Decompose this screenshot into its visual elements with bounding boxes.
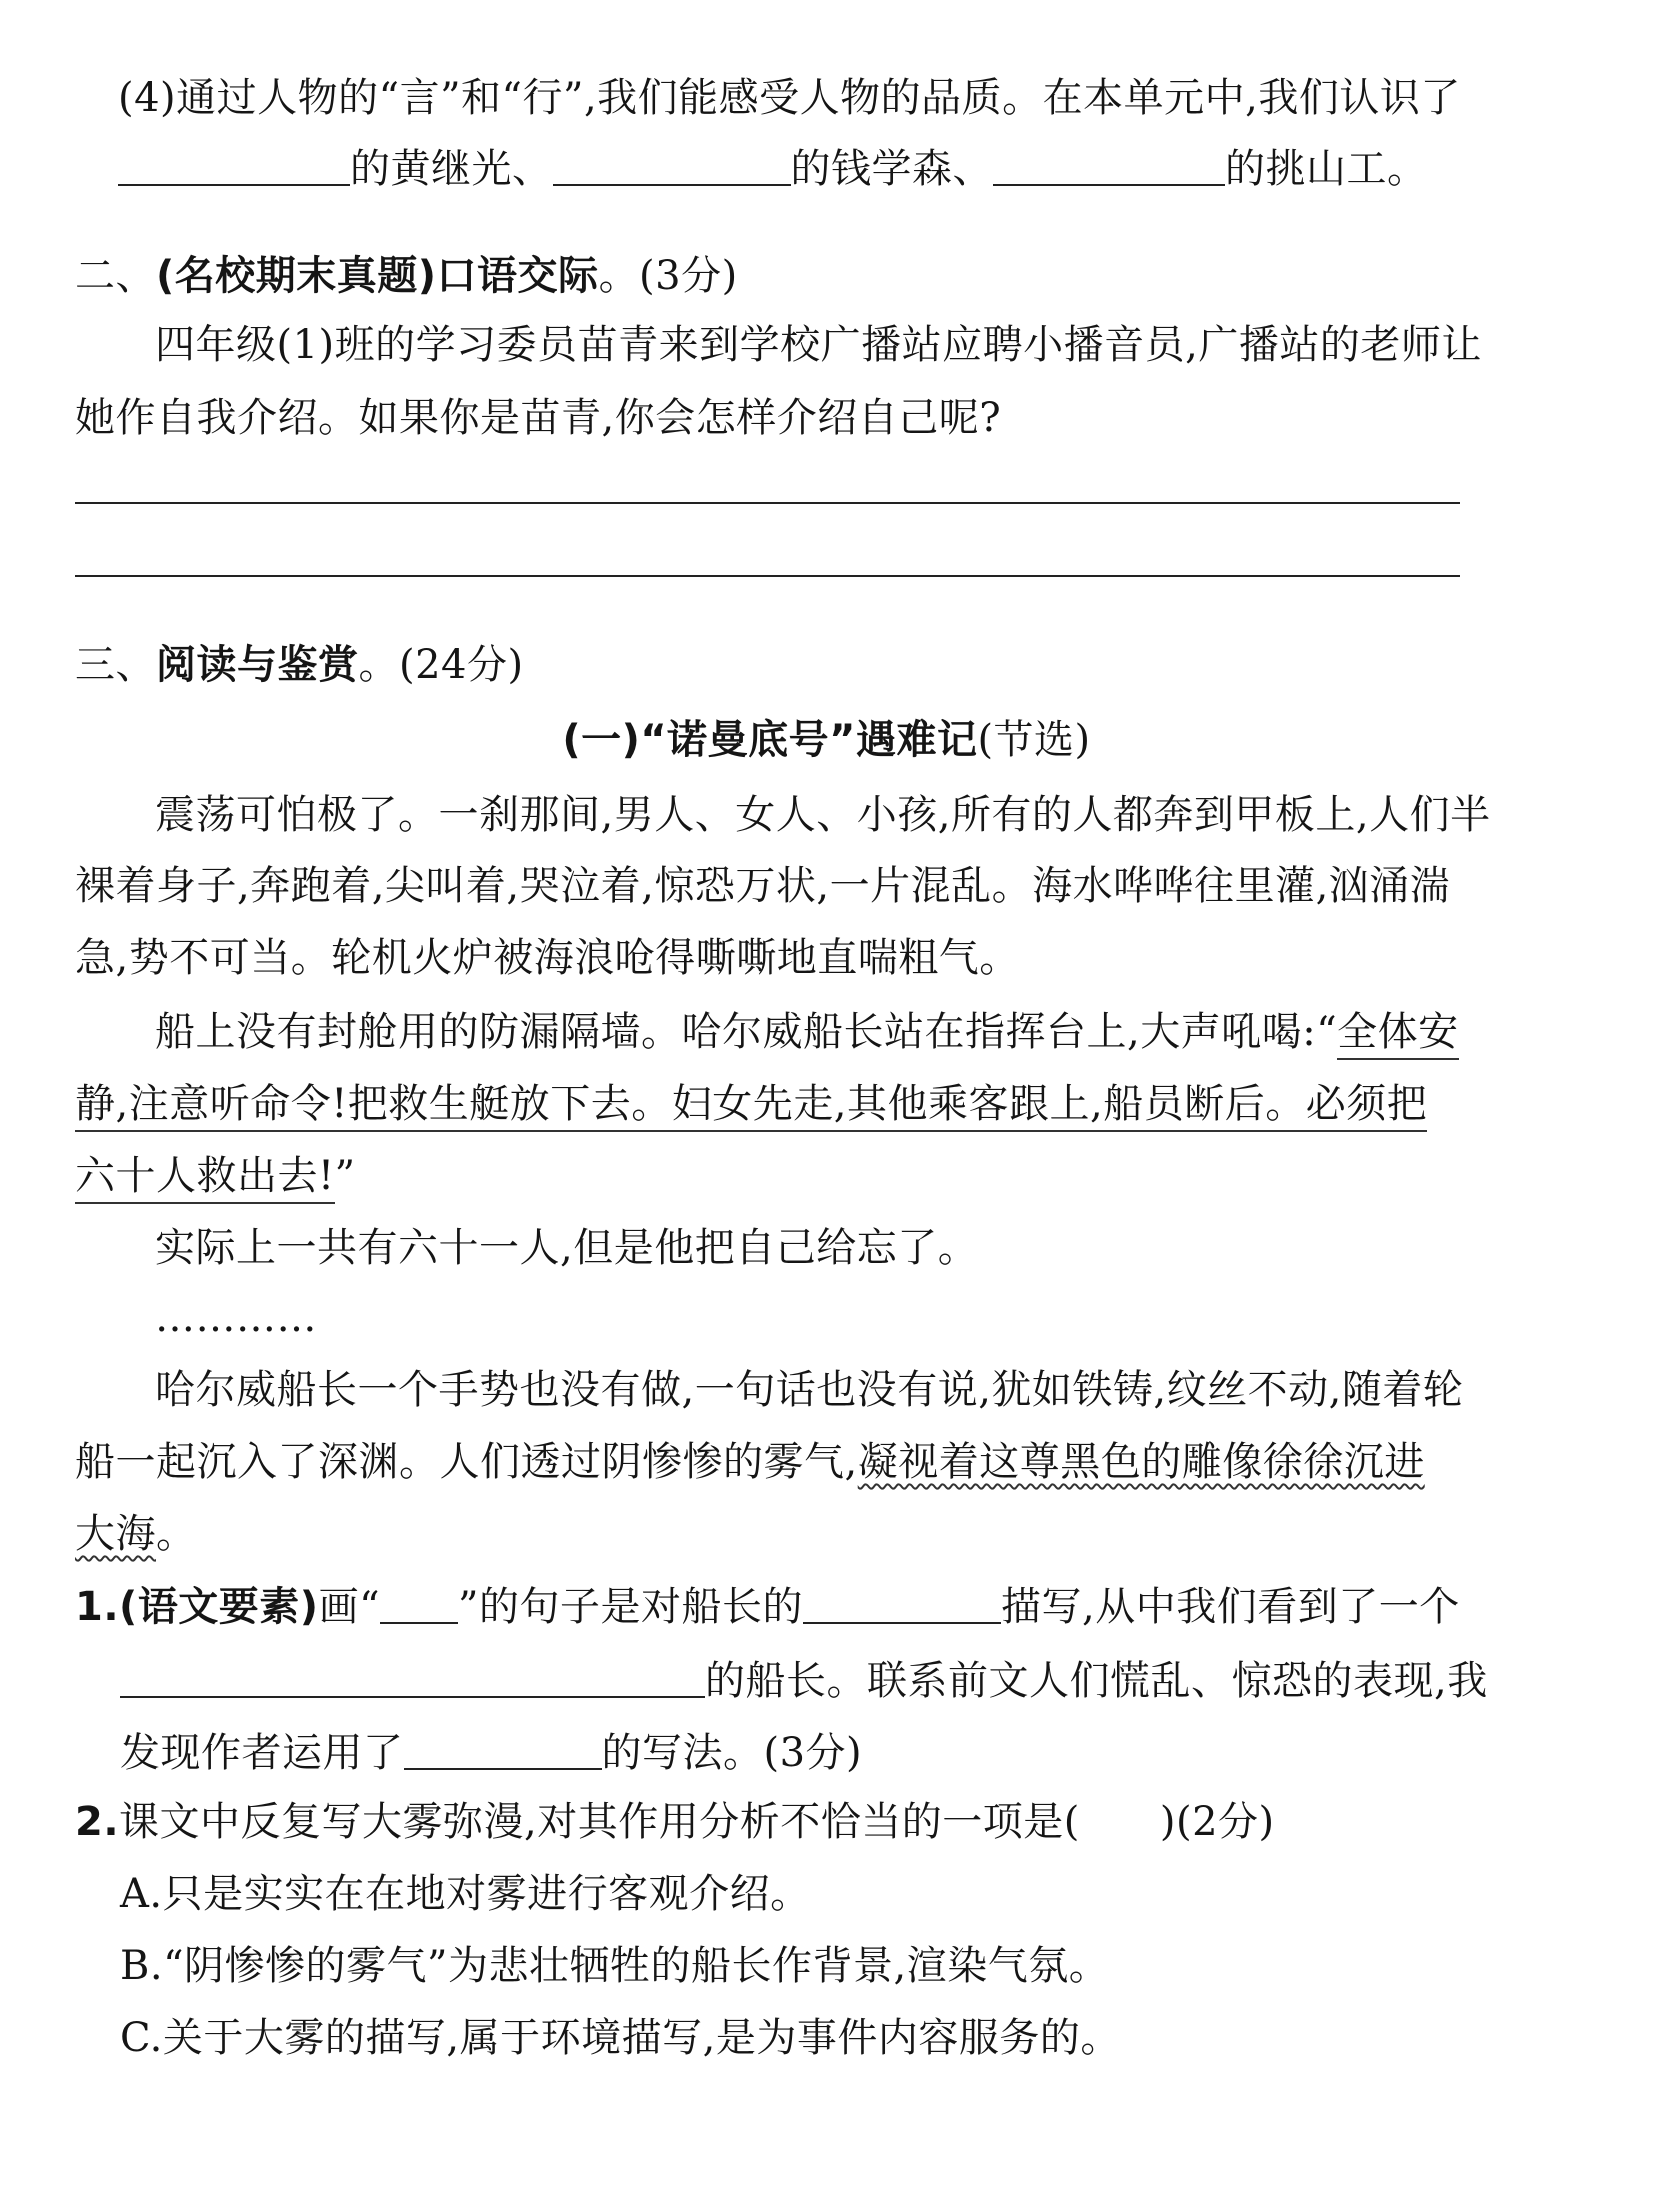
- q2-line: 2.课文中反复写大雾弥漫,对其作用分析不恰当的一项是( )(2分): [75, 1799, 1275, 1845]
- q1-blank-captain[interactable]: [120, 1660, 705, 1698]
- passage-p4-line2: 船一起沉入了深渊。人们透过阴惨惨的雾气,凝视着这尊黑色的雕像徐徐沉进: [75, 1439, 1425, 1485]
- passage-p1-line2: 裸着身子,奔跑着,尖叫着,哭泣着,惊恐万状,一片混乱。海水哗哗往里灌,汹涌湍: [75, 863, 1451, 909]
- section2-answer-line-2[interactable]: [75, 575, 1460, 577]
- section2-heading: 二、(名校期末真题)口语交际。(3分): [75, 253, 738, 299]
- q2-option-c[interactable]: C.关于大雾的描写,属于环境描写,是为事件内容服务的。: [120, 2015, 1121, 2061]
- section2-prompt-line1: 四年级(1)班的学习委员苗青来到学校广播站应聘小播音员,广播站的老师让: [155, 322, 1482, 368]
- q1-blank-description[interactable]: [803, 1586, 1001, 1624]
- q1-blank-technique[interactable]: [404, 1732, 602, 1770]
- q4-answer-blank-b[interactable]: [553, 148, 791, 186]
- q2-option-b[interactable]: B.“阴惨惨的雾气”为悲壮牺牲的船长作背景,渲染气氛。: [120, 1943, 1110, 1989]
- passage-p2-line2: 静,注意听命令!把救生艇放下去。妇女先走,其他乘客跟上,船员断后。必须把: [75, 1084, 1463, 1124]
- passage-title: (一)“诺曼底号”遇难记(节选): [562, 717, 1091, 763]
- q4-answer-blank-a[interactable]: [118, 148, 350, 186]
- section2-prompt-line2: 她作自我介绍。如果你是苗青,你会怎样介绍自己呢?: [75, 395, 1002, 441]
- q1-blank-mark[interactable]: [380, 1586, 458, 1624]
- passage-ellipsis: …………: [155, 1295, 317, 1341]
- q1-line2: 的船长。联系前文人们慌乱、惊恐的表现,我: [120, 1660, 1463, 1701]
- wavy-underlined-sentence: 凝视着这尊黑色的雕像徐徐沉进: [857, 1439, 1425, 1485]
- passage-p3: 实际上一共有六十一人,但是他把自己给忘了。: [155, 1225, 979, 1271]
- passage-p1-line3: 急,势不可当。轮机火炉被海浪呛得嘶嘶地直喘粗气。: [75, 935, 1020, 981]
- passage-p2-line3: 六十人救出去!”: [75, 1156, 1463, 1196]
- q1-line3: 发现作者运用了 的写法。(3分): [120, 1730, 863, 1776]
- q4-line1: (4)通过人物的“言”和“行”,我们能感受人物的品质。在本单元中,我们认识了: [118, 75, 1461, 121]
- q1-line1: 1.(语文要素)画“ ”的句子是对船长的 描写,从中我们看到了一个: [75, 1584, 1460, 1630]
- passage-p4-line1: 哈尔威船长一个手势也没有做,一句话也没有说,犹如铁铸,纹丝不动,随着轮: [155, 1367, 1464, 1413]
- section2-answer-line-1[interactable]: [75, 502, 1460, 504]
- passage-p2-line1: 船上没有封舱用的防漏隔墙。哈尔威船长站在指挥台上,大声吼喝:“全体安: [155, 1012, 1463, 1052]
- q2-option-a[interactable]: A.只是实实在在地对雾进行客观介绍。: [120, 1871, 811, 1917]
- q4-answer-blank-c[interactable]: [993, 148, 1225, 186]
- section3-heading: 三、阅读与鉴赏。(24分): [75, 642, 524, 688]
- underlined-command-sentence: 全体安: [1337, 1009, 1459, 1060]
- passage-p4-line3: 大海。: [75, 1511, 197, 1557]
- q4-line2: 的黄继光、 的钱学森、 的挑山工。: [118, 148, 1463, 189]
- passage-p1-line1: 震荡可怕极了。一刹那间,男人、女人、小孩,所有的人都奔到甲板上,人们半: [155, 792, 1491, 838]
